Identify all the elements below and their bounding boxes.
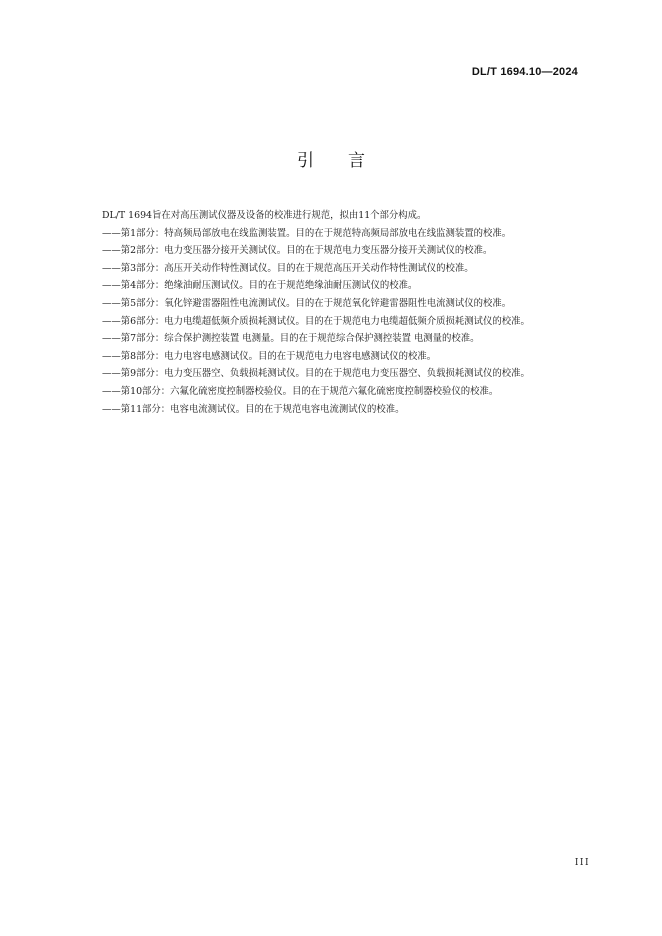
part-item-9: ——第9部分：电力变压器空、负载损耗测试仪。目的在于规范电力变压器空、负载损耗测试仪的校准。 [102, 368, 530, 380]
part-item-3: ——第3部分：高压开关动作特性测试仪。目的在于规范高压开关动作特性测试仪的校准。 [102, 262, 474, 274]
part-item-11: ——第11部分：电容电流测试仪。目的在于规范电容电流测试仪的校准。 [102, 403, 405, 415]
intro-paragraph: DL/T 1694旨在对高压测试仪器及设备的校准进行规范，拟由11个部分构成。 [102, 210, 427, 221]
part-item-1: ——第1部分：特高频局部放电在线监测装置。目的在于规范特高频局部放电在线监测装置的校准。 [102, 227, 512, 239]
part-item-5: ——第5部分：氧化锌避雷器阻性电流测试仪。目的在于规范氧化锌避雷器阻性电流测试仪的校准。 [102, 297, 512, 309]
part-item-10: ——第10部分：六氟化硫密度控制器校验仪。目的在于规范六氟化硫密度控制器校验仪的校准。 [102, 385, 499, 397]
part-item-2: ——第2部分：电力变压器分接开关测试仪。目的在于规范电力变压器分接开关测试仪的校准。 [102, 245, 493, 257]
part-item-8: ——第8部分：电力电容电感测试仪。目的在于规范电力电容电感测试仪的校准。 [102, 350, 437, 362]
part-item-7: ——第7部分：综合保护测控装置 电测量。目的在于规范综合保护测控装置 电测量的校准。 [102, 333, 480, 345]
part-item-6: ——第6部分：电力电缆超低频介质损耗测试仪。目的在于规范电力电缆超低频介质损耗测试仪的校准。 [102, 315, 530, 327]
standard-code: DL/T 1694.10—2024 [471, 66, 578, 78]
part-item-4: ——第4部分：绝缘油耐压测试仪。目的在于规范绝缘油耐压测试仪的校准。 [102, 280, 418, 292]
page-title: 引言 [297, 151, 399, 171]
body-text [81, 207, 600, 418]
page-number: III [574, 858, 590, 868]
